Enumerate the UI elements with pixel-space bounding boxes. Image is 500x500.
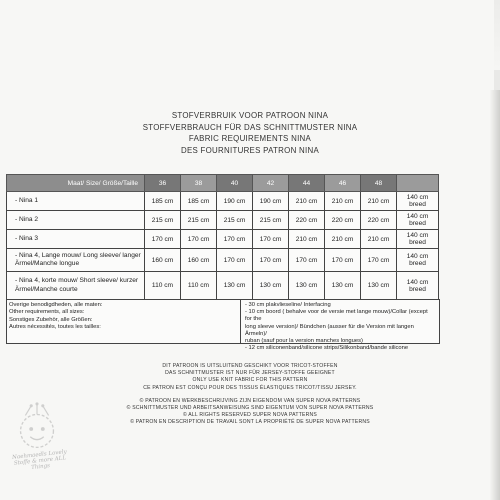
title-german: STOFFVERBRAUCH FÜR DAS SCHNITTMUSTER NINA bbox=[142, 121, 358, 132]
table-cell: 130 cm bbox=[325, 272, 361, 300]
info-line: CE PATRON EST CONÇU POUR DES TISSUS ÉLASTIQUES TRICOT/TISSU JERSEY. bbox=[143, 384, 357, 391]
copyright-line: © PATRON EN DESCRIPTION DE TRAVAIL SONT LA PROPRIÉTÉ DE SUPER NOVA PATTERNS bbox=[130, 419, 370, 426]
fabric-requirements-table bbox=[6, 174, 439, 300]
notes-divider bbox=[240, 300, 241, 343]
table-cell: 210 cm bbox=[325, 230, 361, 249]
size-header: 38 bbox=[181, 175, 217, 192]
row-name: - Nina 3 bbox=[7, 230, 145, 249]
size-header: 36 bbox=[145, 175, 181, 192]
table-cell: 220 cm bbox=[325, 211, 361, 230]
size-header: 40 bbox=[217, 175, 253, 192]
requirements-label-french: Autres nécessités, toutes les tailles: bbox=[9, 323, 101, 330]
table-cell: 130 cm bbox=[217, 272, 253, 300]
width-header bbox=[397, 175, 439, 192]
table-cell: 210 cm bbox=[289, 230, 325, 249]
fabric-width-cell: 140 cm breed bbox=[397, 249, 439, 272]
title-english: FABRIC REQUIREMENTS NINA bbox=[188, 133, 312, 144]
table-cell: 215 cm bbox=[181, 211, 217, 230]
info-line: ONLY USE KNIT FABRIC FOR THIS PATTERN bbox=[192, 377, 308, 384]
table-row bbox=[7, 230, 439, 249]
title-french: DES FOURNITURES PATRON NINA bbox=[180, 144, 320, 155]
table-cell: 210 cm bbox=[361, 192, 397, 211]
table-cell: 170 cm bbox=[217, 249, 253, 272]
table-row bbox=[7, 249, 439, 272]
other-requirements-labels bbox=[9, 302, 235, 331]
table-cell: 170 cm bbox=[145, 230, 181, 249]
table-cell: 215 cm bbox=[217, 211, 253, 230]
table-cell: 220 cm bbox=[361, 211, 397, 230]
row-name: - Nina 2 bbox=[7, 211, 145, 230]
row-name: - Nina 1 bbox=[7, 192, 145, 211]
table-cell: 170 cm bbox=[217, 230, 253, 249]
requirements-label-dutch: Overige benodigdheden, alle maten: bbox=[9, 302, 103, 308]
page-edge bbox=[490, 90, 500, 500]
table-cell: 110 cm bbox=[145, 272, 181, 300]
table-cell: 210 cm bbox=[325, 192, 361, 211]
copyright-line: © SCHNITTMUSTER UND ARBEITSANWEISUNG SIND EIGENTUM VON SUPER NOVA PATTERNS bbox=[126, 405, 374, 412]
other-requirements-list bbox=[245, 302, 435, 352]
fabric-width-cell: 140 cm breed bbox=[397, 211, 439, 230]
table-cell: 170 cm bbox=[253, 230, 289, 249]
table-row bbox=[7, 272, 439, 300]
table-cell: 110 cm bbox=[181, 272, 217, 300]
requirement-item: - 30 cm plakvlieseline/ Interfacing bbox=[245, 302, 331, 308]
size-header-label: Maat/ Size/ Größe/Taille bbox=[7, 175, 145, 192]
fabric-width-cell: 140 cm breed bbox=[397, 230, 439, 249]
title-block bbox=[0, 110, 500, 156]
table-cell: 130 cm bbox=[253, 272, 289, 300]
other-requirements-box bbox=[6, 299, 440, 352]
requirement-item: - 10 cm boord ( behalve voor de versie met lange mouw)/Collar (except for the bbox=[245, 309, 428, 323]
requirement-item: ruban (sauf pour la version manches longues) bbox=[245, 338, 363, 345]
table-cell: 160 cm bbox=[181, 249, 217, 272]
requirements-label-german: Sonstiges Zubehör, alle Größen: bbox=[9, 316, 93, 323]
title-dutch: STOFVERBRUIK VOOR PATROON NINA bbox=[171, 110, 329, 120]
table-cell: 170 cm bbox=[289, 249, 325, 272]
requirement-item: - 12 cm siliconenband/silicone strips/Silikonband/bande silicone bbox=[245, 345, 409, 352]
logo-watermark-text: Naehmaedls Lovely Stoffe & more ALL Things bbox=[11, 449, 67, 471]
table-cell: 210 cm bbox=[361, 230, 397, 249]
fabric-width-cell: 140 cm breed bbox=[397, 272, 439, 300]
fabric-width-cell: 140 cm breed bbox=[397, 192, 439, 211]
copyright-line: © PATROON EN WERKBESCHRIJVING ZIJN EIGENDOM VAN SUPER NOVA PATTERNS bbox=[139, 397, 361, 404]
table-cell: 130 cm bbox=[361, 272, 397, 300]
info-line: DAS SCHNITTMUSTER IST NUR FÜR JERSEY-STOFFE GEEIGNET bbox=[165, 370, 335, 377]
table-row bbox=[7, 192, 439, 211]
table-cell: 210 cm bbox=[289, 192, 325, 211]
size-header: 48 bbox=[361, 175, 397, 192]
copyright-line: © ALL RIGHTS RESERVED SUPER NOVA PATTERNS bbox=[183, 412, 317, 419]
table-cell: 215 cm bbox=[253, 211, 289, 230]
table-cell: 130 cm bbox=[289, 272, 325, 300]
table-cell: 185 cm bbox=[181, 192, 217, 211]
info-line: DIT PATROON IS UITSLUITEND GESCHIKT VOOR TRICOT-STOFFEN bbox=[162, 363, 338, 369]
table-cell: 160 cm bbox=[145, 249, 181, 272]
table-cell: 215 cm bbox=[145, 211, 181, 230]
table-cell: 220 cm bbox=[289, 211, 325, 230]
requirements-label-english: Other requirements, all sizes: bbox=[9, 309, 85, 316]
size-header: 42 bbox=[253, 175, 289, 192]
table-cell: 190 cm bbox=[253, 192, 289, 211]
table-row bbox=[7, 211, 439, 230]
row-name: - Nina 4, Lange mouw/ Long sleeve/ langer Ärmel/Manche longue bbox=[7, 249, 145, 272]
table-cell: 170 cm bbox=[361, 249, 397, 272]
table-cell: 170 cm bbox=[325, 249, 361, 272]
table-cell: 185 cm bbox=[145, 192, 181, 211]
fabric-and-copyright-notes bbox=[0, 363, 500, 427]
size-header: 46 bbox=[325, 175, 361, 192]
table-header-row bbox=[7, 175, 439, 192]
table-cell: 170 cm bbox=[181, 230, 217, 249]
requirement-item: long sleeve version)/ Bündchen (ausser für die Version mit langen Ärmeln)/ bbox=[245, 323, 414, 337]
table-cell: 170 cm bbox=[253, 249, 289, 272]
table-cell: 190 cm bbox=[217, 192, 253, 211]
row-name: - Nina 4, korte mouw/ Short sleeve/ kurzer Ärmel/Manche courte bbox=[7, 272, 145, 300]
size-header: 44 bbox=[289, 175, 325, 192]
